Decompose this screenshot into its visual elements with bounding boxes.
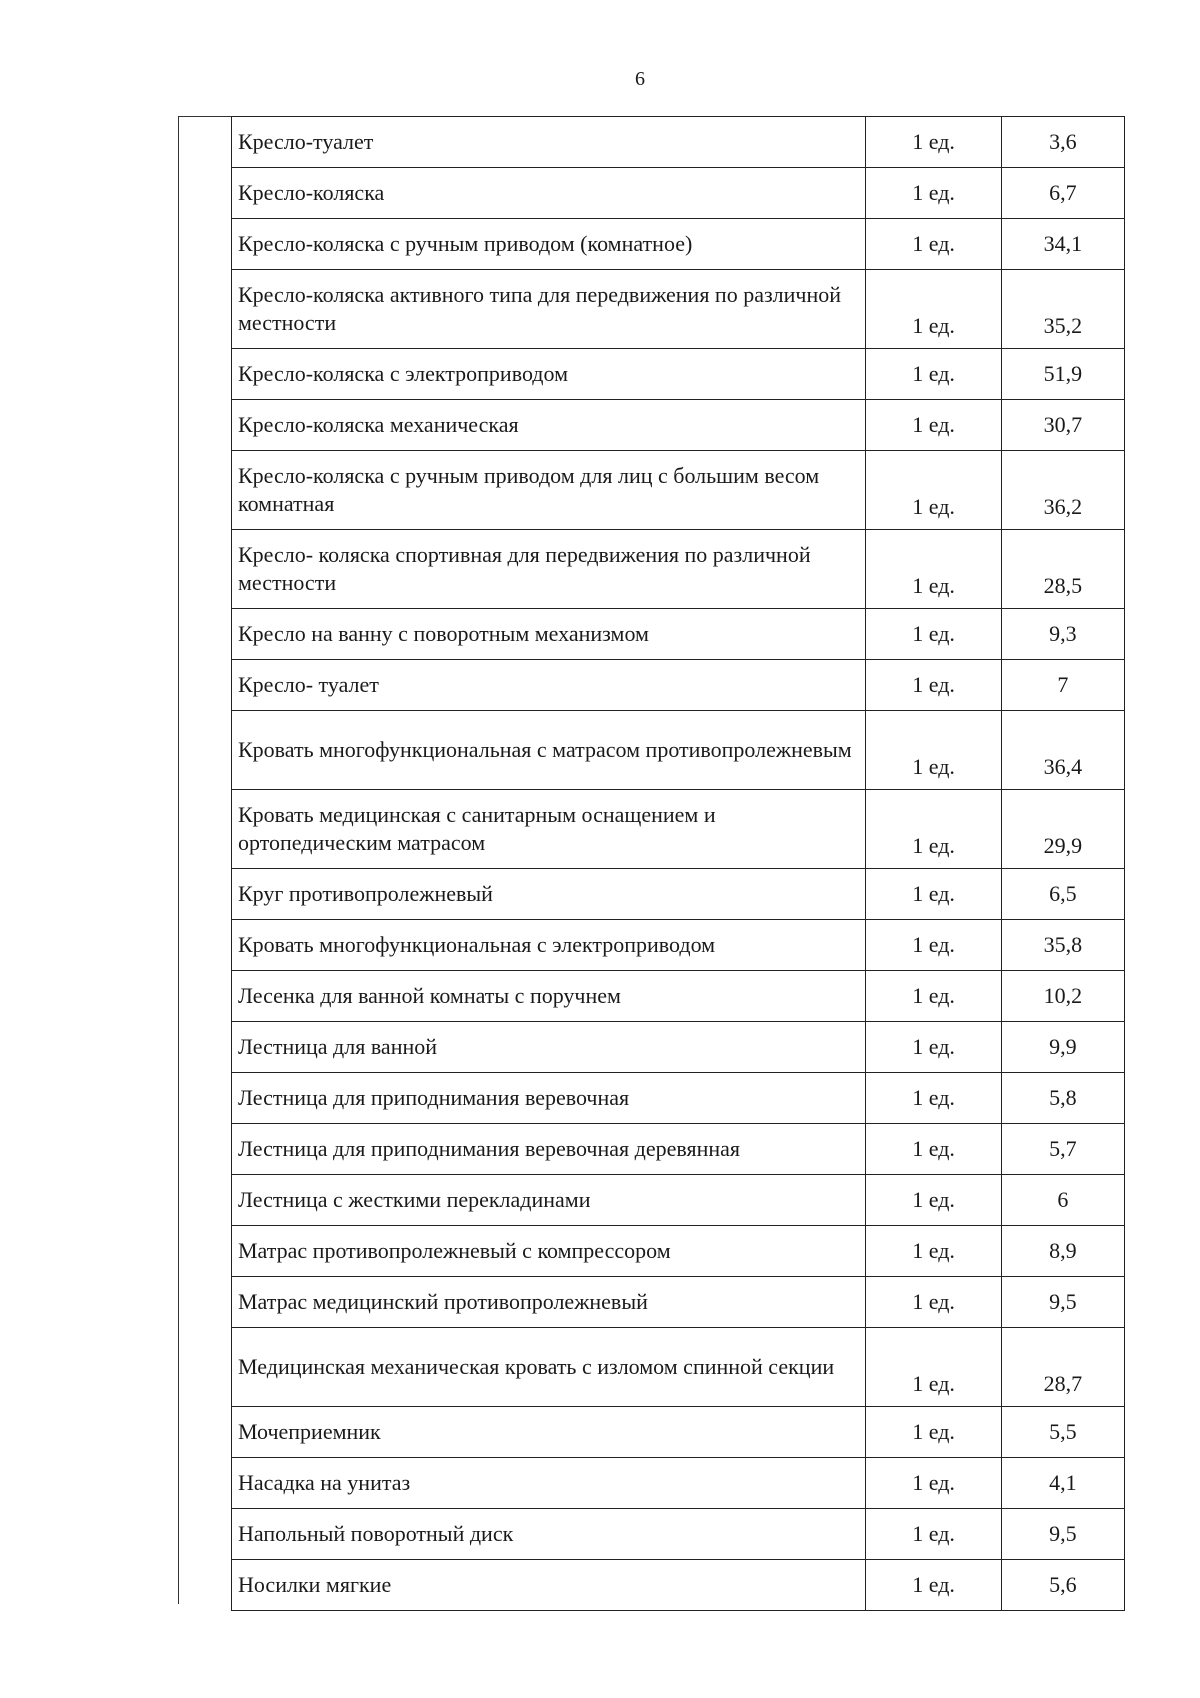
item-unit-cell: 1 ед. [866, 609, 1001, 660]
item-unit-cell: 1 ед. [866, 530, 1001, 609]
item-value-cell: 3,6 [1001, 117, 1124, 168]
item-unit-cell: 1 ед. [866, 660, 1001, 711]
item-unit-cell: 1 ед. [866, 711, 1001, 790]
item-value-cell: 6,5 [1001, 869, 1124, 920]
item-value-cell: 9,3 [1001, 609, 1124, 660]
item-value-cell: 28,5 [1001, 530, 1124, 609]
table-row [232, 1175, 1125, 1226]
item-value-cell: 8,9 [1001, 1226, 1124, 1277]
item-value-cell: 36,2 [1001, 451, 1124, 530]
item-unit-cell: 1 ед. [866, 1277, 1001, 1328]
item-unit-cell: 1 ед. [866, 920, 1001, 971]
item-unit-cell: 1 ед. [866, 1560, 1001, 1611]
table-row [232, 117, 1125, 168]
item-name-cell: Круг противопролежневый [232, 869, 866, 920]
item-value-cell: 5,6 [1001, 1560, 1124, 1611]
item-value-cell: 30,7 [1001, 400, 1124, 451]
table-row [232, 1407, 1125, 1458]
table-row [232, 1226, 1125, 1277]
item-unit-cell: 1 ед. [866, 1022, 1001, 1073]
item-name-cell: Кресло- туалет [232, 660, 866, 711]
item-value-cell: 9,9 [1001, 1022, 1124, 1073]
item-unit-cell: 1 ед. [866, 349, 1001, 400]
table-row [232, 609, 1125, 660]
item-value-cell: 5,7 [1001, 1124, 1124, 1175]
table-row [232, 1022, 1125, 1073]
item-name-cell: Кровать многофункциональная с электроприводом [232, 920, 866, 971]
item-unit-cell: 1 ед. [866, 1458, 1001, 1509]
table-row [232, 349, 1125, 400]
item-unit-cell: 1 ед. [866, 117, 1001, 168]
table-row [232, 270, 1125, 349]
item-name-cell: Лестница для приподнимания веревочная [232, 1073, 866, 1124]
item-unit-cell: 1 ед. [866, 1328, 1001, 1407]
item-name-cell: Кресло- коляска спортивная для передвижения по различной местности [232, 530, 866, 609]
item-unit-cell: 1 ед. [866, 1124, 1001, 1175]
item-value-cell: 4,1 [1001, 1458, 1124, 1509]
item-value-cell: 6,7 [1001, 168, 1124, 219]
item-unit-cell: 1 ед. [866, 270, 1001, 349]
table-row [232, 1277, 1125, 1328]
table-row [232, 451, 1125, 530]
item-name-cell: Матрас медицинский противопролежневый [232, 1277, 866, 1328]
table-row [232, 869, 1125, 920]
item-value-cell: 29,9 [1001, 790, 1124, 869]
item-value-cell: 9,5 [1001, 1509, 1124, 1560]
item-unit-cell: 1 ед. [866, 1175, 1001, 1226]
item-name-cell: Кровать медицинская с санитарным оснащением и ортопедическим матрасом [232, 790, 866, 869]
item-name-cell: Кресло-коляска с ручным приводом (комнатное) [232, 219, 866, 270]
item-name-cell: Кресло-туалет [232, 117, 866, 168]
table-row [232, 660, 1125, 711]
table-row [232, 1124, 1125, 1175]
item-name-cell: Лестница для ванной [232, 1022, 866, 1073]
item-unit-cell: 1 ед. [866, 400, 1001, 451]
item-value-cell: 10,2 [1001, 971, 1124, 1022]
item-name-cell: Кресло-коляска активного типа для передвижения по различной местности [232, 270, 866, 349]
item-unit-cell: 1 ед. [866, 451, 1001, 530]
item-name-cell: Напольный поворотный диск [232, 1509, 866, 1560]
item-value-cell: 28,7 [1001, 1328, 1124, 1407]
item-name-cell: Носилки мягкие [232, 1560, 866, 1611]
item-name-cell: Мочеприемник [232, 1407, 866, 1458]
table-row [232, 1458, 1125, 1509]
table-row [232, 530, 1125, 609]
table-row [232, 219, 1125, 270]
item-value-cell: 7 [1001, 660, 1124, 711]
item-unit-cell: 1 ед. [866, 869, 1001, 920]
table-row [232, 920, 1125, 971]
item-unit-cell: 1 ед. [866, 219, 1001, 270]
table-row [232, 971, 1125, 1022]
item-unit-cell: 1 ед. [866, 1407, 1001, 1458]
equipment-table [231, 116, 1125, 1611]
item-name-cell: Лесенка для ванной комнаты с поручнем [232, 971, 866, 1022]
table-row [232, 1509, 1125, 1560]
item-value-cell: 9,5 [1001, 1277, 1124, 1328]
item-name-cell: Кресло-коляска механическая [232, 400, 866, 451]
item-name-cell: Матрас противопролежневый с компрессором [232, 1226, 866, 1277]
left-margin-rule [178, 116, 179, 1604]
table-row [232, 400, 1125, 451]
item-value-cell: 34,1 [1001, 219, 1124, 270]
table-row [232, 790, 1125, 869]
table-row [232, 168, 1125, 219]
item-value-cell: 36,4 [1001, 711, 1124, 790]
item-name-cell: Лестница с жесткими перекладинами [232, 1175, 866, 1226]
item-unit-cell: 1 ед. [866, 1226, 1001, 1277]
item-unit-cell: 1 ед. [866, 790, 1001, 869]
item-value-cell: 5,8 [1001, 1073, 1124, 1124]
table-body [232, 117, 1125, 1611]
item-name-cell: Насадка на унитаз [232, 1458, 866, 1509]
item-unit-cell: 1 ед. [866, 168, 1001, 219]
item-value-cell: 5,5 [1001, 1407, 1124, 1458]
table-row [232, 1560, 1125, 1611]
item-name-cell: Кресло-коляска с электроприводом [232, 349, 866, 400]
item-name-cell: Кресло-коляска с ручным приводом для лиц с большим весом комнатная [232, 451, 866, 530]
top-margin-rule [178, 116, 232, 117]
item-name-cell: Медицинская механическая кровать с изломом спинной секции [232, 1328, 866, 1407]
item-unit-cell: 1 ед. [866, 1509, 1001, 1560]
item-name-cell: Лестница для приподнимания веревочная деревянная [232, 1124, 866, 1175]
table-row [232, 1073, 1125, 1124]
item-name-cell: Кресло-коляска [232, 168, 866, 219]
table-row [232, 1328, 1125, 1407]
table-row [232, 711, 1125, 790]
item-unit-cell: 1 ед. [866, 1073, 1001, 1124]
item-value-cell: 35,2 [1001, 270, 1124, 349]
item-name-cell: Кровать многофункциональная с матрасом противопролежневым [232, 711, 866, 790]
page-number: 6 [635, 68, 645, 90]
item-value-cell: 35,8 [1001, 920, 1124, 971]
item-unit-cell: 1 ед. [866, 971, 1001, 1022]
item-value-cell: 6 [1001, 1175, 1124, 1226]
item-name-cell: Кресло на ванну с поворотным механизмом [232, 609, 866, 660]
item-value-cell: 51,9 [1001, 349, 1124, 400]
